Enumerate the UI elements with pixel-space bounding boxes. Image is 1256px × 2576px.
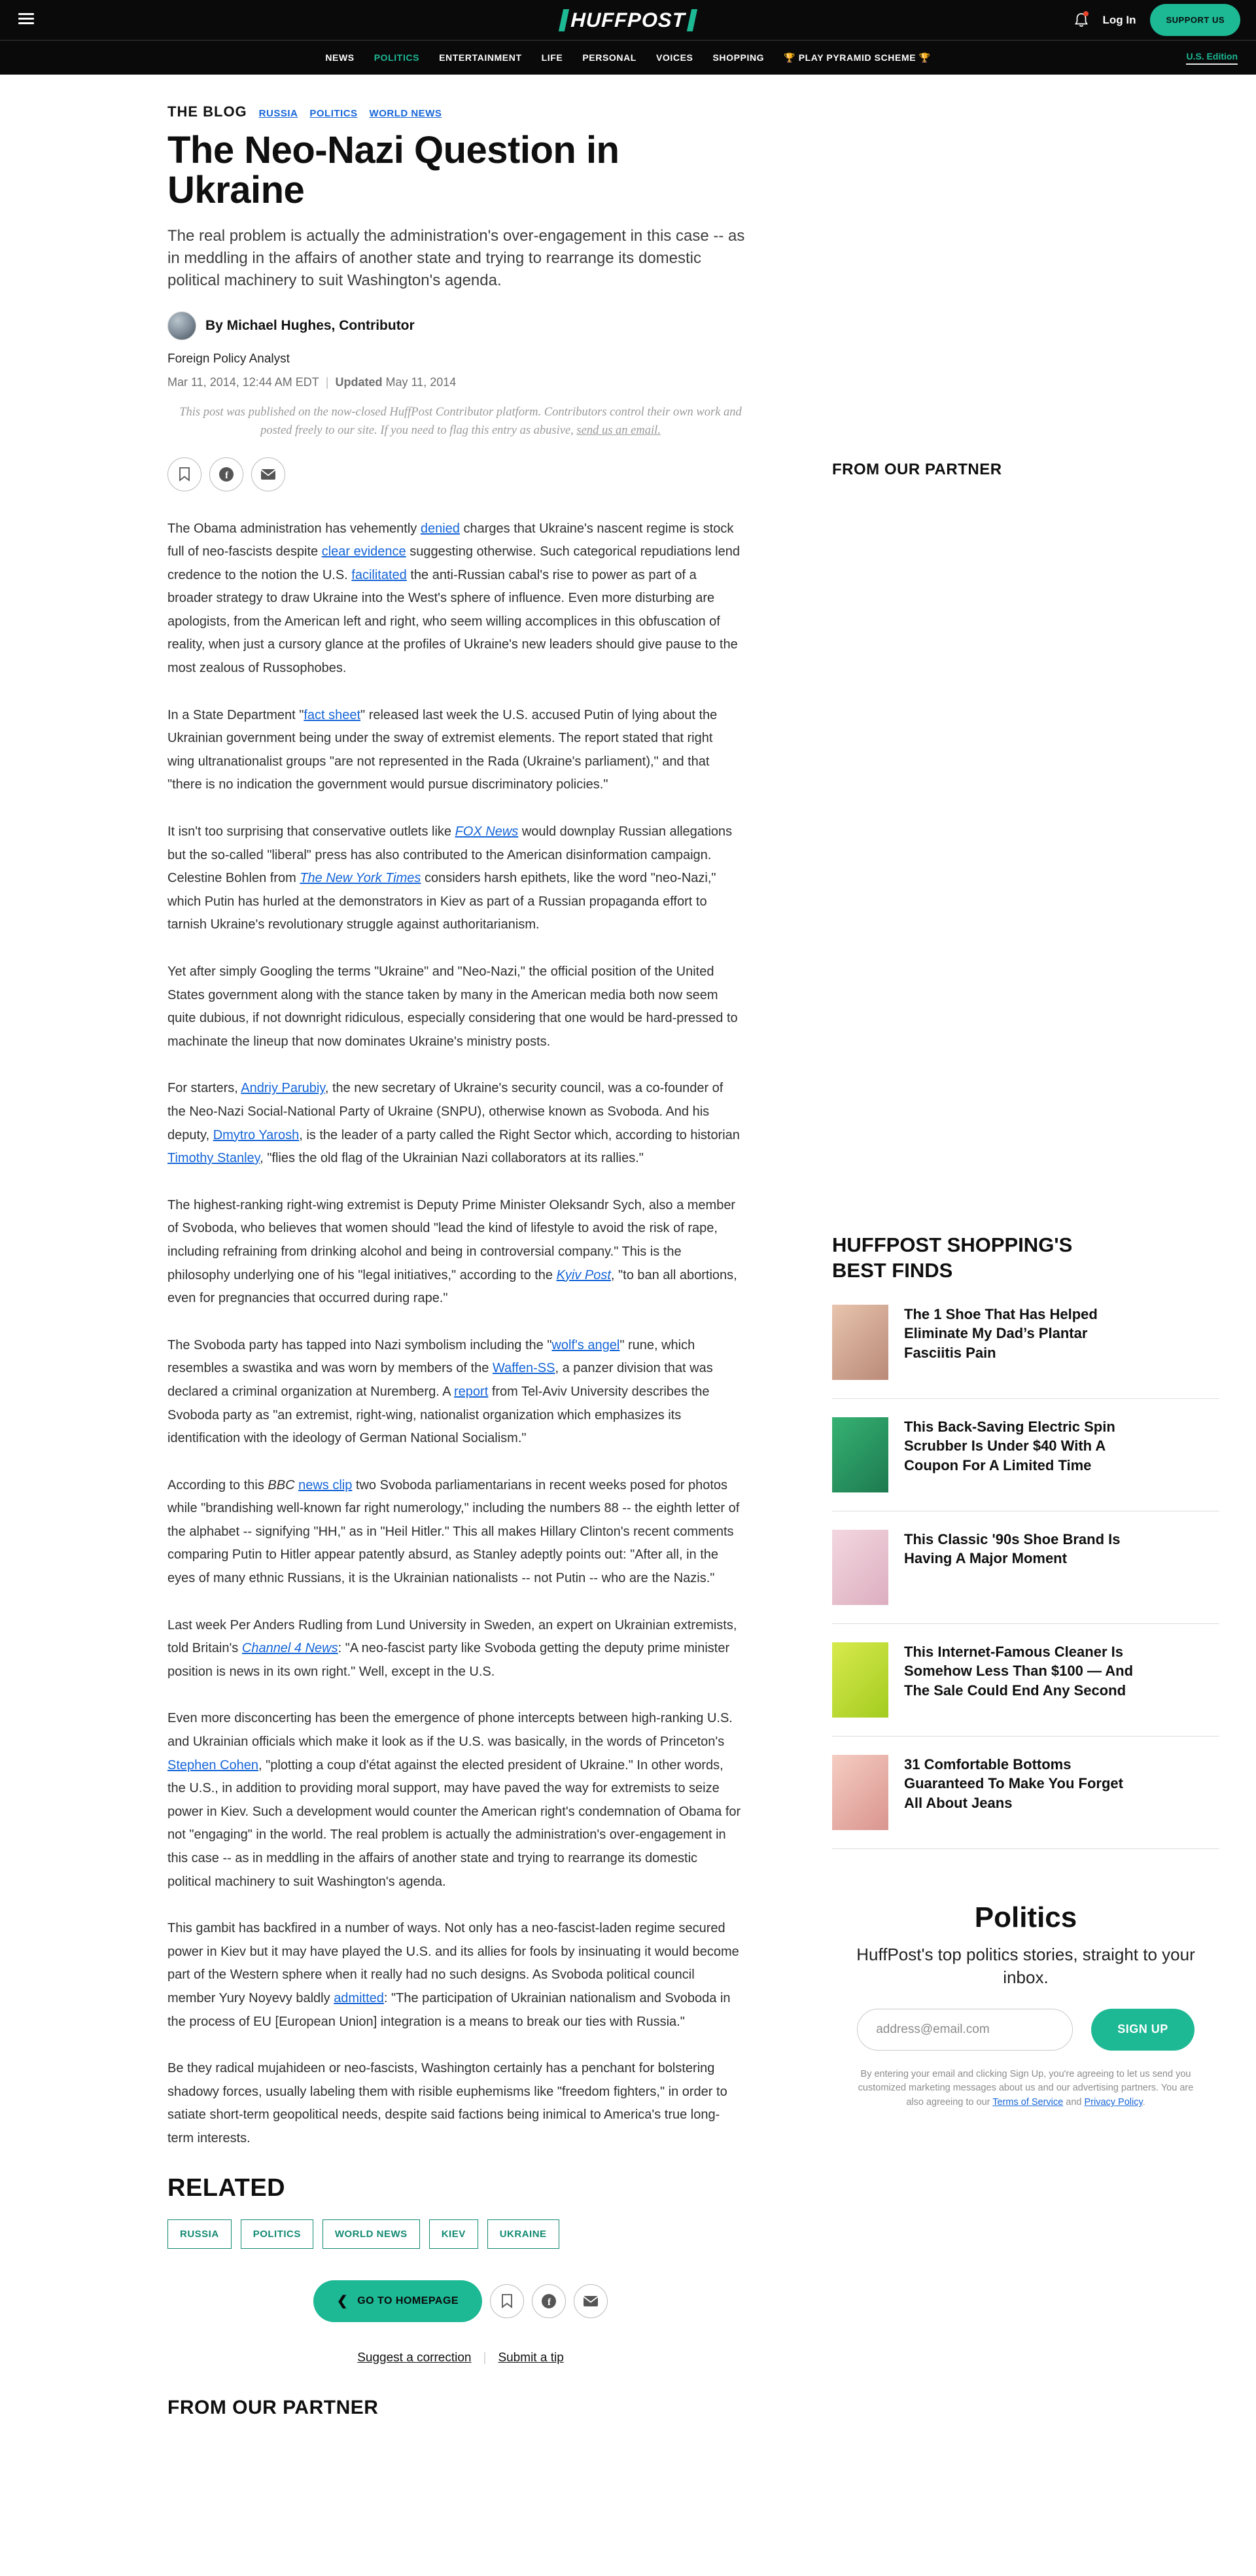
corrections-row [167,2351,754,2365]
article-paragraph [167,518,743,680]
text-segment: , "plotting a coup d'état against the elected president of Ukraine." In other words, the U.S., in addition to providing moral support, may have paved the way for extremists to seize power in Kiev. Such a development would counter the American right's condemnation of Obama for not "engaging" in the world. The real problem is actually the administration's over-engagement in this case -- as in meddling in the affairs of another state and trying to rearrange its domestic political machinery to suit Washington's agenda. [167,1757,741,1889]
breadcrumb-link-russia[interactable]: RUSSIA [258,108,298,119]
plantar-fasciitis-feet-photo [832,1305,888,1380]
svg-text:f: f [548,2297,551,2308]
corrections-separator: | [483,2350,487,2365]
text-segment: " rune, which resembles a swastika and was worn by members of the [167,1337,695,1376]
text-segment: The highest-ranking right-wing extremist is Deputy Prime Minister Oleksandr Sych, also a member of Svoboda, who believes that women should "lead the kind of lifestyle to avoid the risk of rape, including refraining from drinking alcohol and being in controversial company." This is the philosophy underlying one of his "legal initiatives," according to the [167,1197,736,1282]
nav-item-news[interactable]: NEWS [325,52,355,63]
portable-cleaner-photo [832,1642,888,1718]
bookmark-button[interactable] [490,2284,524,2318]
submit-tip-link[interactable]: Submit a tip [498,2350,564,2365]
article-paragraph [167,1474,743,1591]
text-segment: : "The participation of Ukrainian nationalism and Svoboda in the process of EU [European Union] integration is a means to break our ties with Russia." [167,1990,731,2029]
email-share-button[interactable] [251,457,285,491]
header-top-bar [0,0,1256,41]
shopping-item-title: This Back-Saving Electric Spin Scrubber Is Under $40 With A Coupon For A Limited Time [904,1418,1115,1473]
text-segment: : "A neo-fascist party like Svoboda getting the deputy prime minister position is news in its own right." Well, except in the U.S. [167,1641,730,1679]
text-segment: BBC [268,1477,295,1492]
inline-link-clear-evidence[interactable]: clear evidence [321,544,406,559]
breadcrumb-link-world-news[interactable]: WORLD NEWS [369,108,442,119]
newsletter-heading: Politics [974,1901,1077,1933]
nav-item-shopping[interactable]: SHOPPING [712,52,765,63]
facebook-share-button[interactable] [209,457,243,491]
hamburger-menu-icon[interactable] [18,13,34,27]
facebook-share-button[interactable] [532,2284,566,2318]
updated-date: May 11, 2014 [385,376,457,389]
newsletter-fine-print [856,2068,1196,2110]
text-segment: two Svoboda parliamentarians in recent weeks posed for photos while "brandishing well-known far right numerology," including the numbers 88 -- the eighth letter of the alphabet -- signifying "HH," as in "Heil Hitler." This all makes Hillary Clinton's recent comments comparing Putin to Hitler appear patently absurd, as Stanley adeptly points out: "After all, in the eyes of many ethnic Russians, it is the Ukrainian nationalists -- not Putin -- who are the Nazis." [167,1477,740,1586]
email-share-button[interactable] [574,2284,608,2318]
text-segment: Yet after simply Googling the terms "Ukraine" and "Neo-Nazi," the official position of the United States government along with the stance taken by many in the American media both now seem quite dubious, if not downright ridiculous, especially considering that one would be hard-pressed to machinate the lineup that now dominates Ukraine's ministry posts. [167,964,738,1049]
inline-link-channel-4-news[interactable]: Channel 4 News [241,1641,338,1656]
partner-heading-rail: FROM OUR PARTNER [832,461,1002,478]
tag-world-news[interactable]: WORLD NEWS [323,2219,420,2249]
breadcrumb-link-politics[interactable]: POLITICS [309,108,358,119]
chevron-left-icon: ❮ [336,2294,349,2309]
text-segment: This gambit has backfired in a number of ways. Not only has a neo-fascist-laden regime secured power in Kiev but it may have played the U.S. and its allies for fools by insinuating it would become part of the Western sphere when it really had no such designs. As Svoboda political council member Yury Noyevy baldly [167,1921,739,2005]
text-segment: , "to ban all abortions, even for pregnancies that occurred during rape." [167,1267,737,1306]
header-nav-bar [0,41,1256,75]
edition-selector[interactable]: U.S. Edition [1186,51,1238,65]
text-segment: " released last week the U.S. accused Putin of lying about the Ukrainian government being under the sway of extremist elements. The report stated that right wing ultranationalist groups "are not represented in the Rada (Ukraine's parliament)," and that "there is no indication the government would pursue discriminatory policies." [167,707,718,792]
newsletter-signup-button[interactable]: SIGN UP [1091,2009,1195,2051]
newsletter-subtitle: HuffPost's top politics stories, straight to your inbox. [856,1944,1195,1987]
huffpost-logo[interactable] [561,9,695,32]
shopping-item[interactable] [832,1511,1219,1624]
inline-link-news-clip[interactable]: news clip [298,1477,353,1492]
author-byline[interactable]: By Michael Hughes, Contributor [205,318,415,334]
bottom-ad-slot [167,2419,754,2530]
text-segment: . [1142,2097,1145,2108]
inline-link-report[interactable]: report [454,1384,489,1399]
text-segment: from Tel-Aviv University describes the Svoboda party as "an extremist, right-wing, nationalist organization which emphasizes its identification with the ideology of German National Socialism." [167,1384,710,1446]
related-heading: RELATED [167,2174,286,2202]
breadcrumb [167,103,754,120]
author-avatar[interactable] [167,311,196,340]
spin-scrubber-photo [832,1417,888,1492]
nav-item-play-pyramid-scheme[interactable]: 🏆 PLAY PYRAMID SCHEME 🏆 [784,52,931,63]
nav-item-politics[interactable]: POLITICS [374,52,420,63]
inline-link-fact-sheet[interactable]: fact sheet [304,707,361,722]
text-segment: charges that Ukraine's nascent regime is stock full of neo-fascists despite [167,521,734,559]
text-segment: This post was published on the now-closed HuffPost Contributor platform. Contributors control their own work and posted freely to our site. If you need to flag this entry as abusive, [179,406,742,437]
go-to-homepage-button[interactable]: ❮ GO TO HOMEPAGE [313,2280,482,2322]
inline-link-facilitated[interactable]: facilitated [351,567,407,582]
text-segment: Last week Per Anders Rudling from Lund University in Sweden, an expert on Ukrainian extremists, told Britain's [167,1617,737,1656]
text-segment: the anti-Russian cabal's rise to power as part of a broader strategy to draw Ukraine into the West's sphere of influence. Even more disturbing are apologists, from the American left and right, who seem willing accomplices in this obfuscation of reality, when just a cursory glance at the profiles of Ukraine's new leaders should give pause to the most zealous of Russophobes. [167,567,738,676]
shopping-item[interactable] [832,1399,1219,1511]
clogs-shoes-photo [832,1530,888,1605]
login-link[interactable]: Log In [1102,13,1136,26]
text-segment: In a State Department " [167,707,304,722]
inline-link-stephen-cohen[interactable]: Stephen Cohen [167,1757,259,1773]
inline-link-denied[interactable]: denied [420,521,460,536]
inline-link-admitted[interactable]: admitted [334,1990,384,2005]
nav-item-entertainment[interactable]: ENTERTAINMENT [439,52,522,63]
text-segment: suggesting otherwise. Such categorical repudiations lend credence to the notion the U.S. [167,544,740,582]
primary-nav [325,52,930,63]
text-segment: According to this [167,1477,268,1492]
inline-link-dmytro-yarosh[interactable]: Dmytro Yarosh [213,1127,300,1142]
tag-kiev[interactable]: KIEV [429,2219,478,2249]
nav-item-voices[interactable]: VOICES [655,52,693,63]
article-paragraph [167,1707,743,1894]
article-paragraph [167,2057,743,2150]
article-dek: The real problem is actually the administration's over-engagement in this case -- as in meddling in the affairs of another state and trying to rearrange its domestic political machinery to suit Washington's agenda. [167,226,745,289]
nav-item-personal[interactable]: PERSONAL [582,52,637,63]
updated-label: Updated [335,376,383,389]
site-header [0,0,1256,75]
logo-text: HUFFPOST [570,8,686,31]
shopping-item-title: 31 Comfortable Bottoms Guaranteed To Make You Forget All About Jeans [904,1756,1123,1811]
shopping-item-title: This Classic '90s Shoe Brand Is Having A Major Moment [904,1530,1121,1567]
inline-link-the-new-york-times[interactable]: The New York Times [300,871,421,886]
text-segment: The Obama administration has vehemently [167,521,421,536]
send-us-an-email-link[interactable]: send us an email. [576,423,661,437]
inline-link-wolf-s-angel[interactable]: wolf's angel [551,1337,620,1352]
suggest-correction-link[interactable]: Suggest a correction [357,2350,472,2365]
tag-ukraine[interactable]: UKRAINE [487,2219,559,2249]
article-body [167,518,754,2151]
shopping-item-title: The 1 Shoe That Has Helped Eliminate My Dad’s Plantar Fasciitis Pain [904,1305,1098,1361]
newsletter-email-input[interactable] [857,2009,1073,2051]
article-paragraph [167,1194,743,1311]
inline-link-fox-news[interactable]: FOX News [455,824,519,839]
shopping-item[interactable] [832,1737,1219,1849]
bookmark-button[interactable] [167,457,201,491]
shopping-list [832,1305,1219,1849]
share-toolbar-top [167,457,754,491]
shopping-item[interactable] [832,1624,1219,1737]
svg-text:f: f [225,470,228,481]
article-paragraph [167,704,743,797]
text-segment: , is the leader of a party called the Right Sector which, according to historian [299,1127,740,1142]
text-segment: considers harsh epithets, like the word "neo-Nazi," which Putin has hurled at the demonstrators in Kiev as part of a Russian propaganda effort to tarnish Ukraine's revolutionary struggle against authoritarianism. [167,871,716,932]
section-label: THE BLOG [167,103,247,120]
text-segment: and [1063,2097,1085,2108]
inline-link-terms-of-service[interactable]: Terms of Service [992,2097,1064,2108]
article-paragraph [167,820,743,937]
contributor-disclaimer [167,404,754,440]
text-segment: would downplay Russian allegations but the so-called "liberal" press has also contributed to the American disinformation campaign. Celestine Bohlen from [167,824,733,886]
dateline-separator: | [325,376,329,389]
tag-russia[interactable]: RUSSIA [167,2219,232,2249]
text-segment: , "flies the old flag of the Ukrainian Nazi collaborators at its rallies." [260,1151,644,1166]
inline-link-andriy-parubiy[interactable]: Andriy Parubiy [241,1081,325,1096]
text-segment: , a panzer division that was declared a criminal organization at Nuremberg. A [167,1361,713,1399]
comfortable-bottoms-photo [832,1755,888,1830]
article-main-column [167,75,754,2530]
text-segment: For starters, [167,1081,241,1096]
right-rail [832,75,1219,2530]
text-segment: By entering your email and clicking Sign Up, you're agreeing to let us send you customized marketing messages about us and our advertising partners. You are also agreeing to our [858,2068,1194,2108]
support-us-button[interactable]: SUPPORT US [1150,4,1240,36]
author-role: Foreign Policy Analyst [167,352,290,366]
related-tags [167,2219,754,2249]
text-segment: Be they radical mujahideen or neo-fascists, Washington certainly has a penchant for bolstering shadowy forces, usually labeling them with risible euphemisms like "freedom fighters," in order to satiate short-term geopolitical needs, despite said factions being inimical to America's true long-term interests. [167,2061,727,2145]
partner-heading-bottom: FROM OUR PARTNER [167,2396,379,2418]
article-paragraph [167,1334,743,1451]
article-paragraph [167,961,743,1053]
tag-politics[interactable]: POLITICS [241,2219,313,2249]
notification-dot [1083,11,1089,16]
shopping-item-title: This Internet-Famous Cleaner Is Somehow Less Than $100 — And The Sale Could End Any Second [904,1643,1134,1699]
shopping-item[interactable] [832,1305,1219,1399]
shopping-heading: HUFFPOST SHOPPING'S BEST FINDS [832,1233,1073,1282]
newsletter-signup [832,1901,1219,2110]
article-paragraph [167,1077,743,1170]
article-paragraph [167,1614,743,1684]
page-title: The Neo-Nazi Question in Ukraine [167,129,619,211]
notifications-bell-icon[interactable] [1074,12,1089,28]
inline-link-kyiv-post[interactable]: Kyiv Post [556,1267,611,1282]
nav-item-life[interactable]: LIFE [541,52,563,63]
text-segment: It isn't too surprising that conservative outlets like [167,824,455,839]
inline-link-timothy-stanley[interactable]: Timothy Stanley [167,1151,260,1166]
article-footer-actions [167,2280,754,2322]
inline-link-privacy-policy[interactable]: Privacy Policy [1084,2097,1143,2108]
publish-date: Mar 11, 2014, 12:44 AM EDT [167,376,319,389]
text-segment: Even more disconcerting has been the emergence of phone intercepts between high-ranking U.S. and Ukrainian officials which make it look as if the U.S. was basically, in the words of Princeton's [167,1711,733,1750]
text-segment: , the new secretary of Ukraine's security council, was a co-founder of the Neo-Nazi Social-National Party of Ukraine (SNPU), otherwise known as Svoboda. And his deputy, [167,1081,724,1142]
inline-link-waffen-ss[interactable]: Waffen-SS [492,1361,555,1376]
article-paragraph [167,1917,743,2034]
text-segment: The Svoboda party has tapped into Nazi symbolism including the " [167,1337,552,1352]
article-dateline [167,376,754,389]
